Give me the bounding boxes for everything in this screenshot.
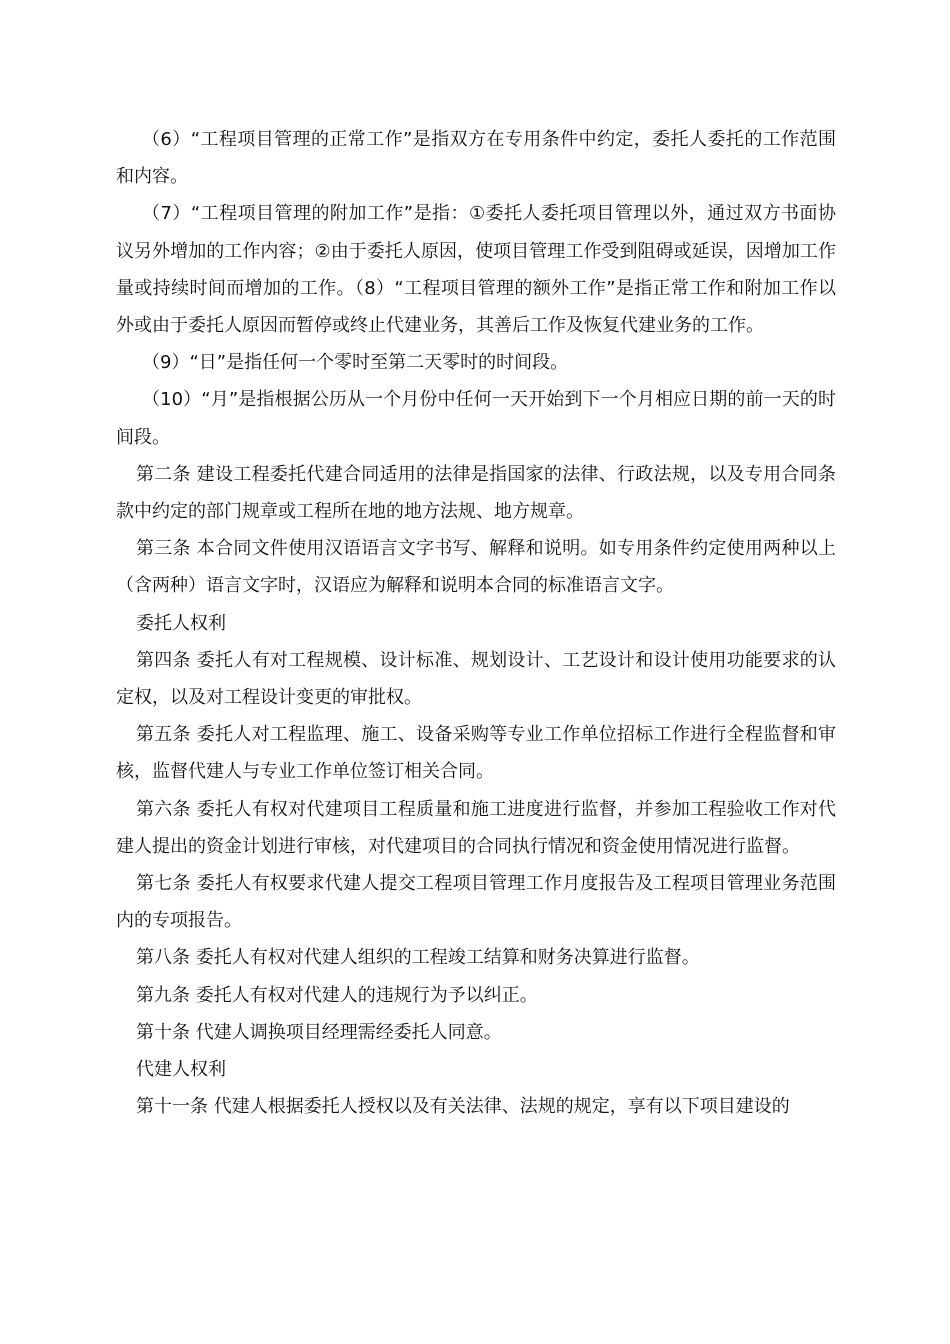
paragraph-day-definition: （9）“日”是指任何一个零时至第二天零时的时间段。 xyxy=(142,352,569,374)
paragraph-article-10: 第十条 代建人调换项目经理需经委托人同意。 xyxy=(136,1021,502,1043)
paragraph-month-definition: （10）“月”是指根据公历从一个月份中任何一天开始到下一个月相应日期的前一天的时间段。 xyxy=(116,389,836,448)
paragraph-article-4: 第四条 委托人有对工程规模、设计标准、规划设计、工艺设计和设计使用功能要求的认定权，以及对工程设计变更的审批权。 xyxy=(116,649,836,709)
paragraph-article-11: 第十一条 代建人根据委托人授权以及有关法律、法规的规定，享有以下项目建设的 xyxy=(136,1096,790,1118)
paragraph-article-7: 第七条 委托人有权要求代建人提交工程项目管理工作月度报告及工程项目管理业务范围内的专项报告。 xyxy=(116,873,836,932)
paragraph-article-9: 第九条 委托人有权对代建人的违规行为予以纠正。 xyxy=(136,984,538,1006)
paragraph-additional-work: （7）“工程项目管理的附加工作”是指：①委托人委托项目管理以外，通过双方书面协议另外增加的工作内容；②由于委托人原因，使项目管理工作受到阻碍或延误，因增加工作量或持续时间而增加的工作。（8）“工程项目管理的额外工作”是指正常工作和附加工作以外或由于委托人原因而暂停或终止代建业务，其善后工作及恢复代建业务的工作。 xyxy=(116,203,836,337)
paragraph-article-5: 第五条 委托人对工程监理、施工、设备采购等专业工作单位招标工作进行全程监督和审核，监督代建人与专业工作单位签订相关合同。 xyxy=(116,724,836,783)
document-body xyxy=(116,121,836,1125)
paragraph-article-6: 第六条 委托人有权对代建项目工程质量和施工进度进行监督，并参加工程验收工作对代建人提出的资金计划进行审核，对代建项目的合同执行情况和资金使用情况进行监督。 xyxy=(116,798,836,857)
paragraph-normal-work: （6）“工程项目管理的正常工作”是指双方在专用条件中约定，委托人委托的工作范围和内容。 xyxy=(116,129,836,188)
paragraph-article-3: 第三条 本合同文件使用汉语语言文字书写、解释和说明。如专用条件约定使用两种以上（含两种）语言文字时，汉语应为解释和说明本合同的标准语言文字。 xyxy=(116,538,836,597)
section-heading-client-rights: 委托人权利 xyxy=(136,612,226,634)
section-heading-agent-rights: 代建人权利 xyxy=(136,1059,226,1081)
paragraph-article-2: 第二条 建设工程委托代建合同适用的法律是指国家的法律、行政法规，以及专用合同条款中约定的部门规章或工程所在地的地方法规、地方规章。 xyxy=(116,463,836,523)
paragraph-article-8: 第八条 委托人有权对代建人组织的工程竣工结算和财务决算进行监督。 xyxy=(136,947,700,969)
